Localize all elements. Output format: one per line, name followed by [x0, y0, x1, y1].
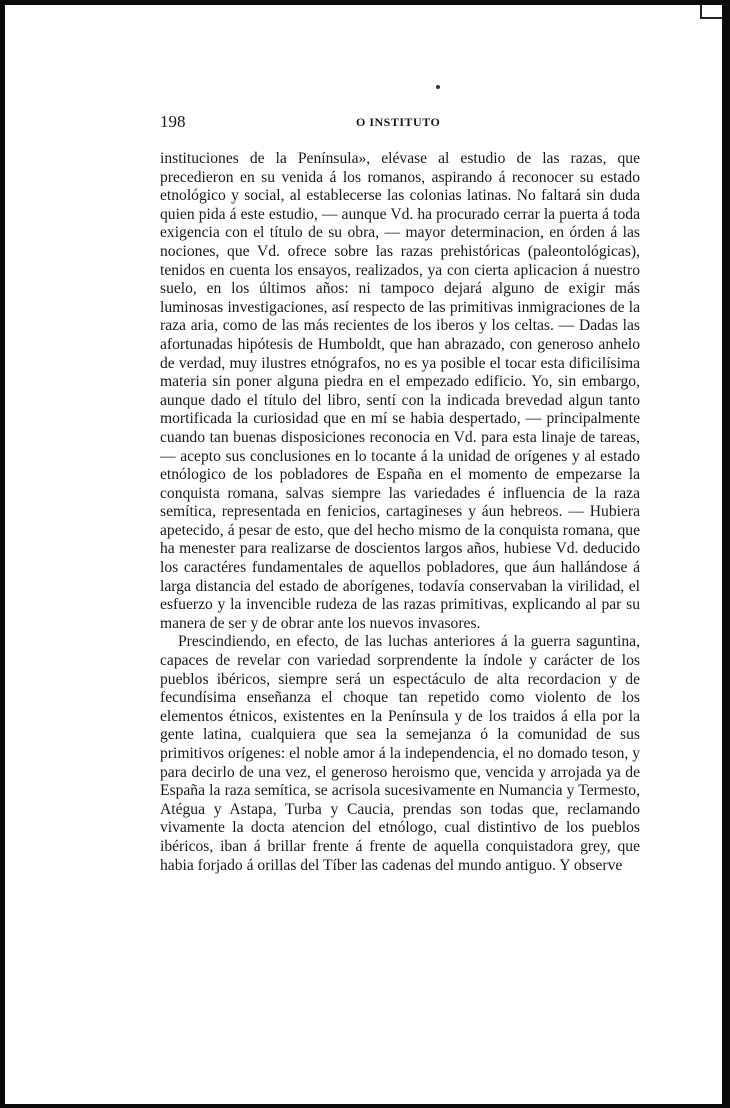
journal-title: O INSTITUTO — [356, 115, 441, 129]
scan-border-left — [0, 0, 5, 1108]
paragraph-2: Prescindiendo, en efecto, de las luchas anteriores á la guerra saguntina, capaces de revelar con variedad sorprendente la índole y carácter de los pueblos ibéricos, siempre será un espectáculo de alta recordacion y de fecundísima enseñanza el choque tan repetido como violento de los elementos étnicos, existentes en la Península y de los traidos á ella por la gente latina, cualquiera que sea la semejanza ó la comunidad de sus primitivos orígenes: el noble amor á la independencia, el no domado teson, y para decirlo de una vez, el generoso heroismo que, vencida y arrojada ya de España la raza semítica, se acrisola sucesivamente en Numancia y Termesto, Atégua y Astapa, Turba y Caucia, prendas son todas que, reclamando vivamente la docta atencion del etnólogo, cual distintivo de los pueblos ibéricos, iban á brillar frente á frente de aquella conquistadora grey, que habia forjado á orillas del Tíber las cadenas del mundo antiguo. Y observe — [160, 633, 640, 874]
paragraph-1: instituciones de la Península», elévase al estudio de las razas, que precedieron en su venida á los romanos, aspirando á reconocer su estado etnológico y social, al establecerse las colonias latinas. No faltará sin duda quien pida á este estudio, — aunque Vd. ha procurado cerrar la puerta á toda exigencia con el título de su obra, — mayor determinacion, en órden á las nociones, que Vd. ofrece sobre las razas prehistóricas (paleontológicas), tenidos en cuenta los ensayos, realizados, ya con cierta aplicacion á nuestro suelo, en los últimos años: ni tampoco dejará alguno de exigir más luminosas investigaciones, así respecto de las primitivas inmigraciones de la raza aria, como de las más recientes de los iberos y los celtas. — Dadas las afortunadas hipótesis de Humboldt, que han abrazado, con generoso anhelo de verdad, muy ilustres etnógrafos, no es ya posible el tocar esta dificilísima materia sin poner alguna piedra en el empezado edificio. Yo, sin embargo, aunque dado el título del libro, sentí con la indicada brevedad algun tanto mortificada la curiosidad que en mí se habia despertado, — principalmente cuando tan buenas disposiciones reconocia en Vd. para esta linaje de tareas, — acepto sus conclusiones en lo tocante á la unidad de orígenes y al estado etnólogico de los pobladores de España en el momento de empezarse la conquista romana, salvas siempre las variedades é influencia de la raza semítica, representada en fenicios, cartagineses y áun hebreos. — Hubiera apetecido, á pesar de esto, que del hecho mismo de la conquista romana, que ha menester para realizarse de doscientos largos años, hubiese Vd. deducido los caractéres fundamentales de aquellos pobladores, que áun hallándose á larga distancia del estado de aborígenes, todavía conservaban la virilidad, el esfuerzo y la invencible rudeza de las razas primitivas, explicando al par su manera de ser y de obrar ante los nuevos invasores. — [160, 150, 640, 632]
page-number: 198 — [160, 112, 186, 131]
ink-speck — [436, 85, 440, 89]
scan-border-bottom — [0, 1104, 730, 1108]
scan-corner-mark — [700, 5, 722, 19]
running-head — [160, 112, 640, 134]
body-text — [160, 150, 640, 875]
scan-border-top — [0, 0, 730, 5]
book-page — [160, 112, 640, 875]
scan-border-right — [722, 0, 730, 1108]
